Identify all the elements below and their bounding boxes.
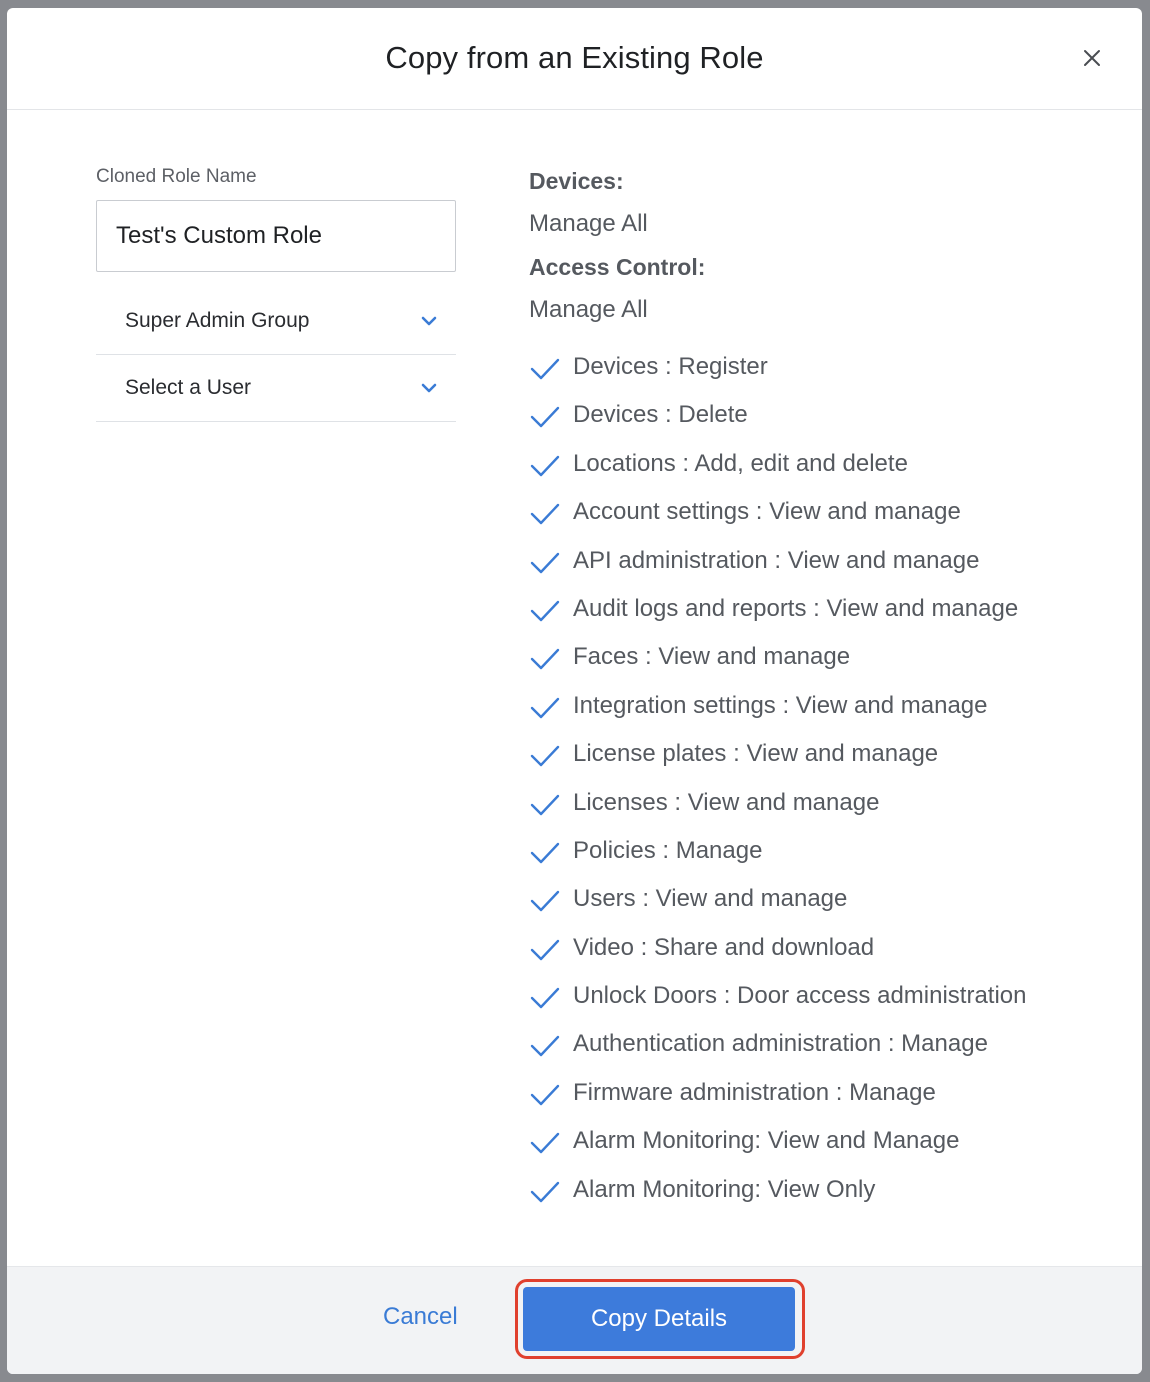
close-button[interactable] [1080, 46, 1104, 70]
permission-label: API administration : View and manage [573, 546, 980, 574]
permission-item [529, 788, 1109, 836]
permission-item [529, 497, 1109, 545]
devices-section-title: Devices: [529, 168, 624, 194]
permission-item [529, 981, 1109, 1029]
checkmark-icon [529, 985, 561, 1011]
permission-label: Locations : Add, edit and delete [573, 449, 908, 477]
checkmark-icon [529, 404, 561, 430]
checkmark-icon [529, 501, 561, 527]
permission-item [529, 933, 1109, 981]
permission-item [529, 546, 1109, 594]
group-dropdown-label: Super Admin Group [125, 309, 310, 332]
permission-label: Video : Share and download [573, 933, 875, 961]
checkmark-icon [529, 840, 561, 866]
cloned-role-name-label: Cloned Role Name [96, 166, 257, 187]
cancel-button[interactable]: Cancel [383, 1303, 458, 1330]
permission-item [529, 1078, 1109, 1126]
user-dropdown[interactable] [96, 355, 456, 422]
permission-item [529, 1126, 1109, 1174]
modal-header [7, 8, 1142, 110]
permission-label: Unlock Doors : Door access administration [573, 982, 1027, 1010]
checkmark-icon [529, 695, 561, 721]
checkmark-icon [529, 453, 561, 479]
permissions-panel [529, 168, 1109, 1223]
checkmark-icon [529, 598, 561, 624]
permission-label: Devices : Register [573, 353, 768, 380]
checkmark-icon [529, 937, 561, 963]
permission-item [529, 691, 1109, 739]
permission-item [529, 400, 1109, 448]
permission-label: Policies : Manage [573, 836, 763, 864]
checkmark-icon [529, 1130, 561, 1156]
permission-label: Authentication administration : Manage [573, 1030, 988, 1058]
chevron-down-icon [420, 315, 438, 327]
permission-label: Devices : Delete [573, 401, 748, 429]
checkmark-icon [529, 743, 561, 769]
checkmark-icon [529, 646, 561, 672]
permission-item [529, 1029, 1109, 1077]
role-form [96, 166, 456, 422]
permission-label: Licenses : View and manage [573, 788, 880, 816]
permission-item [529, 739, 1109, 787]
permission-label: Users : View and manage [573, 885, 848, 913]
copy-role-modal [7, 8, 1142, 1374]
checkmark-icon [529, 1082, 561, 1108]
permission-label: Alarm Monitoring: View Only [573, 1175, 876, 1203]
checkmark-icon [529, 356, 561, 382]
permission-label: Firmware administration : Manage [573, 1078, 936, 1106]
permission-item [529, 352, 1109, 400]
permission-label: Integration settings : View and manage [573, 691, 988, 719]
checkmark-icon [529, 550, 561, 576]
checkmark-icon [529, 888, 561, 914]
copy-details-button[interactable]: Copy Details [523, 1287, 795, 1351]
access-control-section-value: Manage All [529, 296, 648, 323]
permission-item [529, 594, 1109, 642]
permission-label: License plates : View and manage [573, 740, 939, 768]
permission-label: Audit logs and reports : View and manage [573, 594, 1019, 622]
permission-item [529, 836, 1109, 884]
permission-item [529, 449, 1109, 497]
checkmark-icon [529, 1179, 561, 1205]
permission-item [529, 884, 1109, 932]
devices-section-value: Manage All [529, 210, 648, 237]
checkmark-icon [529, 1033, 561, 1059]
checkmark-icon [529, 792, 561, 818]
permission-label: Account settings : View and manage [573, 498, 961, 526]
modal-footer [7, 1266, 1142, 1374]
permission-label: Alarm Monitoring: View and Manage [573, 1127, 960, 1155]
access-control-section-title: Access Control: [529, 254, 706, 280]
permission-list [529, 352, 1109, 1223]
user-dropdown-label: Select a User [125, 376, 252, 399]
permission-label: Faces : View and manage [573, 643, 851, 671]
modal-title: Copy from an Existing Role [385, 39, 764, 75]
permission-item [529, 1175, 1109, 1223]
chevron-down-icon [420, 382, 438, 394]
group-dropdown[interactable] [96, 288, 456, 355]
cloned-role-name-input[interactable] [96, 200, 456, 272]
close-icon [1080, 46, 1104, 70]
permission-item [529, 642, 1109, 690]
